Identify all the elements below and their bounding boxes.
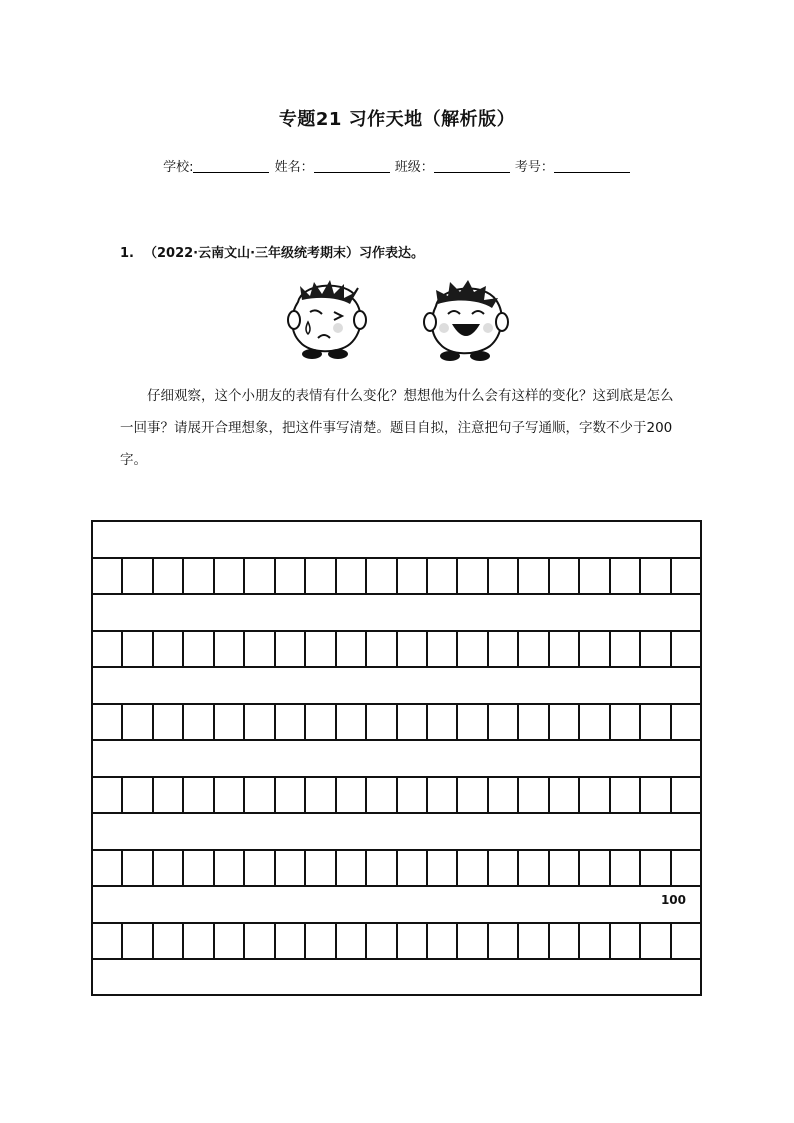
grid-character-row — [93, 632, 700, 668]
grid-cell[interactable] — [672, 632, 700, 666]
grid-cell[interactable] — [367, 705, 397, 739]
grid-cell[interactable] — [306, 705, 336, 739]
grid-cell[interactable] — [245, 559, 275, 593]
grid-cell[interactable] — [398, 924, 428, 958]
grid-cell[interactable] — [184, 705, 214, 739]
grid-cell[interactable] — [337, 559, 367, 593]
grid-cell[interactable] — [154, 632, 184, 666]
grid-cell[interactable] — [672, 924, 700, 958]
grid-cell[interactable] — [580, 559, 610, 593]
grid-cell[interactable] — [93, 559, 123, 593]
grid-cell[interactable] — [458, 851, 488, 885]
laughing-boy-icon — [420, 278, 512, 362]
grid-cell[interactable] — [458, 559, 488, 593]
grid-character-row — [93, 924, 700, 960]
grid-character-row — [93, 851, 700, 887]
grid-cell[interactable] — [641, 778, 671, 812]
grid-cell[interactable] — [184, 632, 214, 666]
grid-cell[interactable] — [93, 924, 123, 958]
grid-cell[interactable] — [337, 851, 367, 885]
grid-cell[interactable] — [672, 778, 700, 812]
grid-character-row — [93, 559, 700, 595]
grid-cell[interactable] — [398, 778, 428, 812]
grid-cell[interactable] — [93, 851, 123, 885]
grid-spacer-row — [93, 960, 700, 997]
grid-cell[interactable] — [215, 705, 245, 739]
word-count-marker: 100 — [660, 893, 686, 907]
grid-cell[interactable] — [276, 632, 306, 666]
grid-cell[interactable] — [611, 778, 641, 812]
name-label: 姓名： — [274, 160, 314, 175]
page-title: 专题21 习作天地（解析版） — [278, 109, 516, 130]
grid-cell[interactable] — [93, 705, 123, 739]
grid-cell[interactable] — [123, 851, 153, 885]
grid-cell[interactable] — [123, 778, 153, 812]
grid-cell[interactable] — [489, 851, 519, 885]
grid-cell[interactable] — [337, 924, 367, 958]
question-heading — [120, 242, 424, 261]
grid-spacer-row — [93, 595, 700, 632]
school-label: 学校: — [163, 160, 194, 175]
grid-cell[interactable] — [428, 851, 458, 885]
grid-spacer-row — [93, 887, 700, 924]
grid-cell[interactable] — [184, 559, 214, 593]
grid-cell[interactable] — [367, 559, 397, 593]
illustrations — [280, 278, 510, 362]
grid-cell[interactable] — [611, 632, 641, 666]
grid-cell[interactable] — [580, 778, 610, 812]
grid-cell[interactable] — [519, 632, 549, 666]
grid-cell[interactable] — [245, 705, 275, 739]
grid-cell[interactable] — [276, 924, 306, 958]
grid-cell[interactable] — [489, 559, 519, 593]
grid-cell[interactable] — [489, 705, 519, 739]
grid-cell[interactable] — [550, 559, 580, 593]
grid-cell[interactable] — [367, 851, 397, 885]
grid-cell[interactable] — [306, 924, 336, 958]
question-text: （2022·云南文山·三年级统考期末）习作表达。 — [143, 246, 425, 261]
grid-cell[interactable] — [641, 632, 671, 666]
grid-cell[interactable] — [398, 705, 428, 739]
grid-cell[interactable] — [519, 851, 549, 885]
grid-cell[interactable] — [428, 778, 458, 812]
grid-cell[interactable] — [337, 778, 367, 812]
grid-cell[interactable] — [367, 632, 397, 666]
grid-cell[interactable] — [367, 778, 397, 812]
grid-cell[interactable] — [550, 705, 580, 739]
grid-spacer-row — [93, 741, 700, 778]
grid-character-row — [93, 705, 700, 741]
grid-cell[interactable] — [641, 851, 671, 885]
grid-cell[interactable] — [550, 778, 580, 812]
grid-cell[interactable] — [154, 559, 184, 593]
grid-cell[interactable] — [245, 924, 275, 958]
grid-cell[interactable] — [306, 632, 336, 666]
grid-cell[interactable] — [123, 924, 153, 958]
name-blank[interactable] — [314, 160, 390, 173]
grid-cell[interactable] — [428, 632, 458, 666]
grid-cell[interactable] — [458, 632, 488, 666]
grid-cell[interactable] — [245, 632, 275, 666]
grid-cell[interactable] — [123, 705, 153, 739]
grid-cell[interactable] — [154, 705, 184, 739]
grid-cell[interactable] — [184, 851, 214, 885]
grid-cell[interactable] — [154, 851, 184, 885]
grid-cell[interactable] — [184, 778, 214, 812]
grid-cell[interactable] — [398, 559, 428, 593]
grid-cell[interactable] — [458, 705, 488, 739]
grid-cell[interactable] — [641, 559, 671, 593]
grid-cell[interactable] — [306, 778, 336, 812]
grid-cell[interactable] — [580, 705, 610, 739]
crying-boy-icon — [280, 278, 372, 362]
grid-cell[interactable] — [215, 851, 245, 885]
grid-cell[interactable] — [580, 632, 610, 666]
grid-cell[interactable] — [428, 559, 458, 593]
grid-cell[interactable] — [276, 778, 306, 812]
grid-cell[interactable] — [154, 924, 184, 958]
grid-cell[interactable] — [458, 778, 488, 812]
grid-cell[interactable] — [398, 851, 428, 885]
question-number: 1. — [120, 246, 134, 261]
grid-cell[interactable] — [215, 632, 245, 666]
grid-cell[interactable] — [215, 924, 245, 958]
grid-cell[interactable] — [276, 559, 306, 593]
grid-cell[interactable] — [580, 924, 610, 958]
grid-cell[interactable] — [672, 705, 700, 739]
student-info-line — [0, 156, 794, 175]
grid-cell[interactable] — [489, 778, 519, 812]
grid-cell[interactable] — [611, 924, 641, 958]
grid-cell[interactable] — [672, 559, 700, 593]
exam-number-label: 考号： — [514, 160, 554, 175]
grid-cell[interactable] — [276, 851, 306, 885]
grid-cell[interactable] — [276, 705, 306, 739]
grid-cell[interactable] — [398, 632, 428, 666]
grid-cell[interactable] — [550, 632, 580, 666]
grid-cell[interactable] — [337, 632, 367, 666]
grid-cell[interactable] — [641, 705, 671, 739]
grid-cell[interactable] — [519, 705, 549, 739]
grid-cell[interactable] — [93, 778, 123, 812]
grid-cell[interactable] — [519, 778, 549, 812]
grid-cell[interactable] — [154, 778, 184, 812]
grid-cell[interactable] — [611, 559, 641, 593]
grid-spacer-row — [93, 668, 700, 705]
grid-cell[interactable] — [641, 924, 671, 958]
grid-cell[interactable] — [215, 559, 245, 593]
grid-spacer-row — [93, 814, 700, 851]
grid-character-row — [93, 778, 700, 814]
grid-cell[interactable] — [245, 851, 275, 885]
grid-cell[interactable] — [611, 705, 641, 739]
school-blank[interactable] — [193, 160, 269, 173]
grid-cell[interactable] — [428, 924, 458, 958]
grid-cell[interactable] — [489, 632, 519, 666]
grid-cell[interactable] — [123, 632, 153, 666]
grid-cell[interactable] — [93, 632, 123, 666]
writing-grid — [91, 520, 702, 996]
class-label: 班级： — [394, 160, 434, 175]
grid-cell[interactable] — [611, 851, 641, 885]
question-prompt: 仔细观察，这个小朋友的表情有什么变化？想想他为什么会有这样的变化？这到底是怎么一回事？请展开合理想象，把这件事写清楚。题目自拟，注意把句子写通顺，字数不少于200字。 — [120, 388, 674, 468]
class-blank[interactable] — [434, 160, 510, 173]
grid-cell[interactable] — [428, 705, 458, 739]
grid-spacer-row — [93, 522, 700, 559]
grid-cell[interactable] — [367, 924, 397, 958]
grid-cell[interactable] — [215, 778, 245, 812]
grid-cell[interactable] — [306, 851, 336, 885]
grid-cell[interactable] — [337, 705, 367, 739]
grid-cell[interactable] — [672, 851, 700, 885]
grid-cell[interactable] — [550, 924, 580, 958]
grid-cell[interactable] — [519, 924, 549, 958]
grid-cell[interactable] — [458, 924, 488, 958]
grid-cell[interactable] — [489, 924, 519, 958]
grid-cell[interactable] — [519, 559, 549, 593]
grid-cell[interactable] — [123, 559, 153, 593]
exam-number-blank[interactable] — [554, 160, 630, 173]
grid-cell[interactable] — [580, 851, 610, 885]
grid-cell[interactable] — [550, 851, 580, 885]
grid-cell[interactable] — [306, 559, 336, 593]
grid-cell[interactable] — [184, 924, 214, 958]
grid-cell[interactable] — [245, 778, 275, 812]
